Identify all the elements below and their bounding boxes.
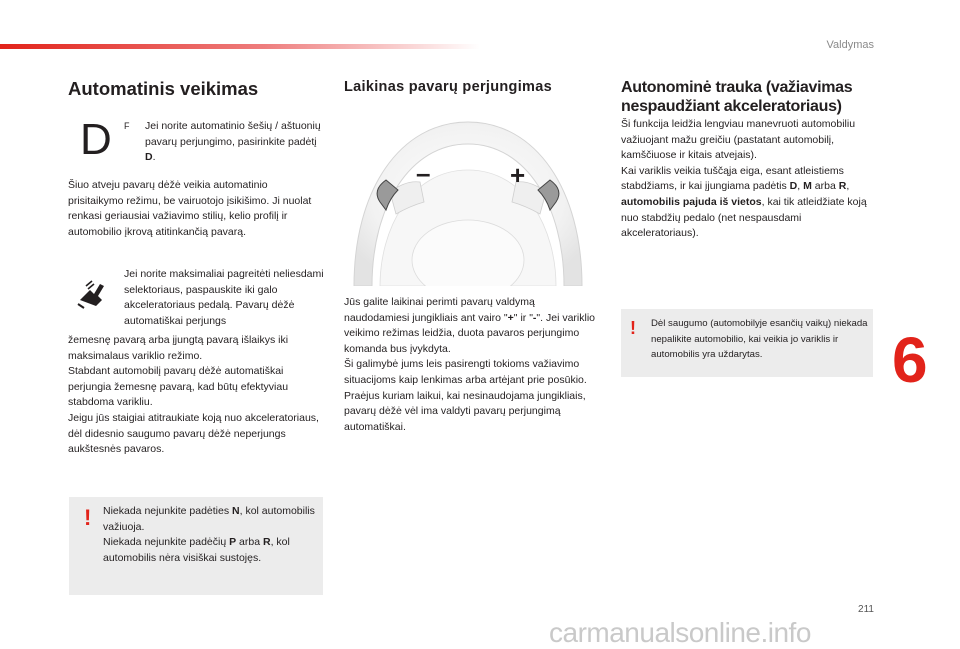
wheel-plus-label: +	[510, 160, 526, 190]
d-position-instruction: F Jei norite automatinio šešių / aštuonių pavarų perjungimo, pasirinkite padėtį D.	[124, 120, 321, 163]
child-safety-warning-box	[621, 309, 873, 377]
position-warning-text: Niekada nejunkite padėties N, kol automobilis važiuoja. Niekada nejunkite padėčių P arba R, kol automobilis nėra visiškai sustojęs.	[103, 505, 315, 564]
instruction-arrow-icon: F	[124, 121, 130, 131]
section-label: Valdymas	[826, 39, 874, 51]
wheel-minus-label: –	[416, 158, 431, 188]
page-number: 211	[858, 604, 874, 615]
watermark: carmanualsonline.info	[549, 617, 811, 648]
warning-icon: !	[84, 505, 92, 530]
chapter-number: 6	[892, 324, 928, 396]
steering-wheel-paddles-illustration	[350, 110, 586, 286]
temporary-gear-change-heading: Laikinas pavarų perjungimas	[344, 79, 552, 95]
engine-braking-description: žemesnę pavarą arba įjungtą pavarą išlaikys iki maksimalaus variklio režimo. Stabdant automobilį pavarų dėžė automatiškai perjungia žemesnę pavarą, kad būtų efektyviau stabdoma varikliu. Jeigu jūs staigiai atitraukiate koją nuo akceleratoriaus, dėl didesnio saugumo pavarų dėžė neperjungs aukštesnės pavaros.	[68, 334, 319, 456]
kickdown-foot-icon	[76, 278, 110, 310]
paddle-shift-description: Jūs galite laikinai perimti pavarų valdymą naudodamiesi jungikliais ant vairo "+" ir "-". Jei variklio veikimo režimas leidžia, duota pavaros perjungimo komanda bus įvykdyta. Ši galimybė jums leis pasirengti tokioms važiavimo situacijoms kaip lenkimas arba artėjant prie posūkio. Praėjus kuriam laikui, kai nesinaudojama jungikliais, pavarų dėžė vėl ima valdyti pavarų perjungimą automatiškai.	[344, 296, 595, 433]
warning-icon: !	[630, 318, 636, 338]
automatic-mode-description: Šiuo atveju pavarų dėžė veikia automatinio prisitaikymo režimu, be vairuotojo įsikišimo. Ji nuolat renkasi geriausiai važiavimo stilių, kelio profilį ir automobilio įkrovą atitinkančią pavarą.	[68, 179, 312, 238]
creep-function-description: Ši funkcija leidžia lengviau manevruoti automobiliu važiuojant mažu greičiu (pastatant automobilį, kamščiuose ir kitais atvejais). Kai variklis veikia tuščąja eiga, esant atleistiems stabdžiams, ir kai įjungiama padėtis D, M arba R, automobilis pajuda iš vietos, kai tik atleidžiate koją nuo stabdžių pedalo (net nespausdami akceleratoriaus).	[621, 118, 867, 240]
creep-function-heading: Autonominė trauka (važiavimas nespaudžiant akceleratoriaus)	[621, 79, 853, 115]
position-warning-box	[69, 497, 323, 595]
kickdown-description: Jei norite maksimaliai pagreitėti neliesdami selektoriaus, paspauskite iki galo akceleratoriaus pedalą. Pavarų dėžė automatiškai perjungs	[124, 268, 324, 327]
automatic-mode-heading: Automatinis veikimas	[68, 78, 259, 99]
d-position-icon: D	[80, 115, 112, 164]
header-accent-bar	[0, 44, 480, 49]
child-safety-warning-text: Dėl saugumo (automobilyje esančių vaikų) niekada nepalikite automobilio, kai veikia jo variklis ir automobilis yra uždarytas.	[651, 318, 868, 360]
